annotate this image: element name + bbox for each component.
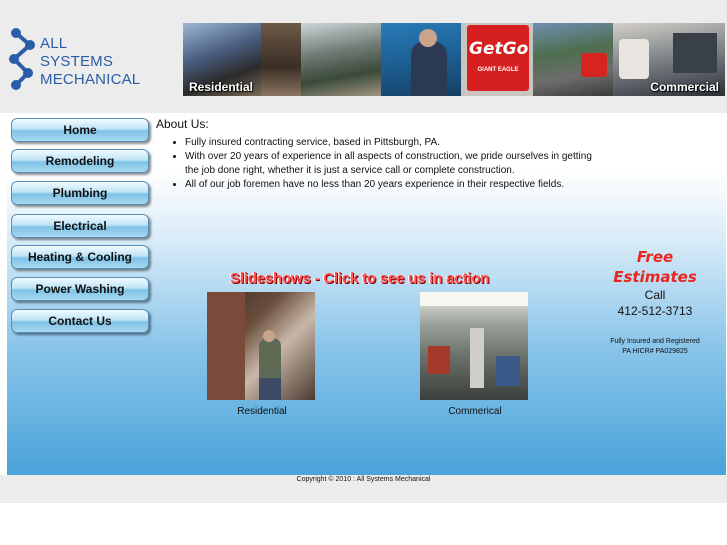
footer: [0, 475, 727, 503]
logo-text-mechanical: MECHANICAL: [40, 71, 141, 88]
banner-photo-3: [301, 23, 381, 96]
nav-button-home[interactable]: Home: [11, 118, 149, 142]
free-estimates-box: [587, 247, 723, 319]
free-estimates-line2: Estimates: [613, 268, 697, 286]
banner-label-commercial: Commercial: [650, 80, 719, 94]
about-us-list: [172, 136, 605, 192]
header: [0, 0, 727, 113]
nav-button-heating-cooling[interactable]: Heating & Cooling: [11, 245, 149, 269]
commercial-slideshow-thumbnail[interactable]: [420, 292, 528, 400]
about-item-2: • With over 20 years of experience in all aspects of construction, we pride ourselves in getting the job done right, whether it is just a service call or complete construction.: [185, 150, 605, 178]
header-banner: [183, 23, 725, 96]
banner-label-residential: Residential: [189, 80, 254, 94]
insured-notice: [590, 337, 720, 357]
logo-text-all: ALL: [40, 35, 68, 52]
residential-slideshow-thumbnail[interactable]: [207, 292, 315, 400]
slideshows-heading[interactable]: Slideshows - Click to see us in action: [230, 270, 490, 287]
call-label: Call: [644, 288, 666, 302]
banner-photo-4: [381, 23, 461, 96]
banner-photo-2: [261, 23, 301, 96]
molecule-logo-icon: [8, 27, 38, 91]
nav-button-power-washing[interactable]: Power Washing: [11, 277, 149, 301]
getgo-sign-subtext: GIANT EAGLE: [477, 67, 519, 73]
residential-slideshow-label[interactable]: Residential: [237, 406, 287, 417]
about-item-1: • Fully insured contracting service, based in Pittsburgh, PA.: [185, 136, 605, 150]
commercial-slideshow-label[interactable]: Commerical: [448, 406, 502, 417]
nav-button-remodeling[interactable]: Remodeling: [11, 149, 149, 173]
logo-text-systems: SYSTEMS: [40, 53, 114, 70]
nav-button-plumbing[interactable]: Plumbing: [11, 181, 149, 205]
insured-line-2: PA HICR# PA029825: [622, 348, 688, 355]
insured-line-1: Fully Insured and Registered: [610, 338, 700, 345]
banner-photo-getgo: [461, 23, 533, 96]
copyright-text: Copyright © 2010 : All Systems Mechanical: [296, 476, 431, 483]
nav-button-electrical[interactable]: Electrical: [11, 214, 149, 238]
free-estimates-line1: Free: [636, 248, 674, 266]
nav-button-contact-us[interactable]: Contact Us: [11, 309, 149, 333]
about-us-heading: About Us:: [156, 117, 209, 131]
main-content: [7, 113, 726, 475]
getgo-sign-text: GetGo: [469, 39, 529, 59]
banner-photo-6: [533, 23, 613, 96]
phone-number[interactable]: 412-512-3713: [617, 304, 693, 318]
about-item-3: • All of our job foremen have no less than 20 years experience in their respective fields.: [185, 178, 605, 192]
company-logo[interactable]: [8, 27, 158, 93]
